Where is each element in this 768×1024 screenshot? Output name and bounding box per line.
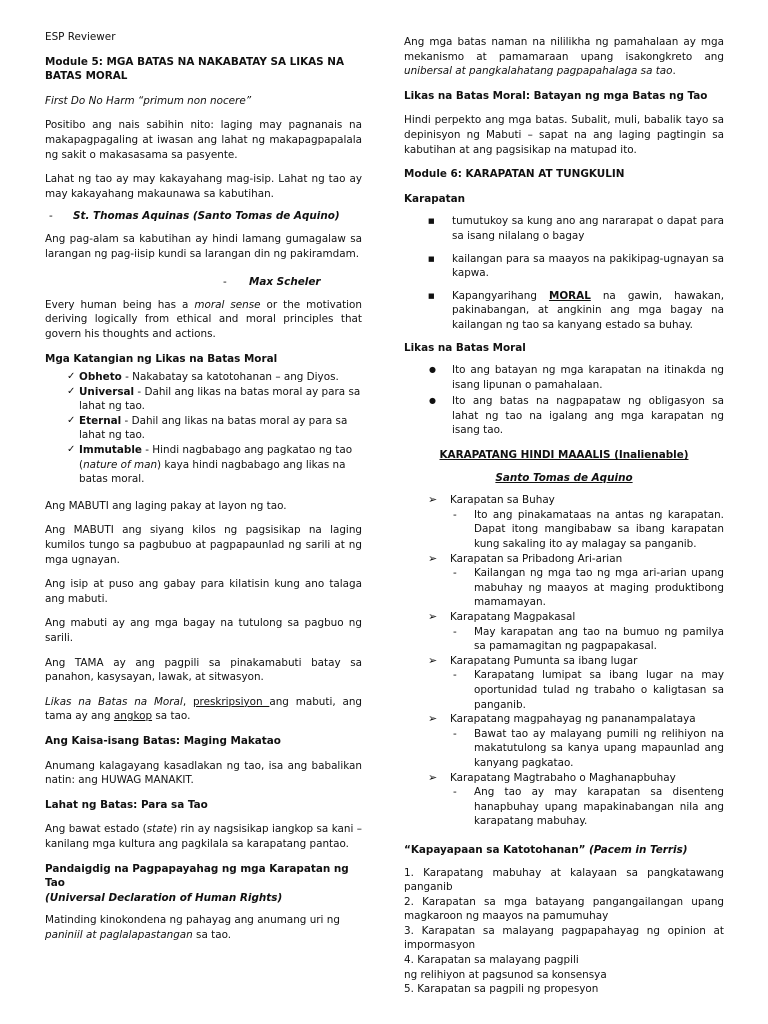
- paragraph-matinding: [45, 913, 362, 942]
- text-run: Ang: [45, 524, 74, 537]
- desc: - Dahil ang likas na batas moral ay para sa lahat ng tao.: [79, 385, 361, 413]
- right-desc: - Karapatang lumipat sa ibang lugar na may oportunidad tulad ng trabaho o kaligtasan sa panganib.: [450, 668, 724, 712]
- paragraph-positibo: Positibo ang nais sabihin nito: laging may pagnanais na makapagpagaling at iwasan ang lahat ng makapagpapalala ng sakit o makasasama sa pasyente.: [45, 119, 362, 161]
- text-run: MABUTI: [73, 524, 114, 537]
- term: Immutable: [79, 444, 142, 457]
- text-run: na gawin, hawakan, pakinabangan, at angkinin ang mga bagay na kailangan ng tao sa kanyang estado sa buhay.: [452, 289, 724, 331]
- katangian-list: [45, 370, 362, 487]
- list-item: 4. Karapatan sa malayang pagpili: [404, 954, 579, 967]
- rights-list: [404, 493, 724, 829]
- text-run: Anumang kalagayang kasadlakan ng tao, isa ang babalikan natin: ang: [45, 759, 362, 787]
- text-run: .: [190, 774, 194, 787]
- para-sa-tao-heading: Lahat ng Batas: Para sa Tao: [45, 798, 208, 811]
- right-item: [404, 610, 724, 654]
- text-run: TAMA: [74, 656, 104, 669]
- list-item: ■ tumutukoy sa kung ano ang nararapat o dapat para sa isang nilalang o bagay: [404, 214, 724, 243]
- list-item: ● Ito ang batayan ng mga karapatan na itinakda ng isang lipunan o pamahalaan.: [404, 363, 724, 392]
- desc: - Hindi nagbabago ang pagkatao ng tao (: [79, 444, 353, 471]
- text-run: unibersal at pangkalahatang pagpapahalaga sa tao: [404, 65, 673, 78]
- right-desc-list: [450, 727, 724, 771]
- likas-list: [404, 363, 724, 438]
- text-run: Ang: [45, 656, 75, 669]
- pacem-list: [404, 866, 724, 997]
- doc-title: ESP Reviewer: [45, 31, 116, 43]
- likas-heading: Likas na Batas Moral: [404, 341, 526, 354]
- right-column: [404, 35, 724, 997]
- right-desc: - May karapatan ang tao na bumuo ng pamilya sa pamamagitan ng pagpapakasal.: [450, 625, 724, 654]
- text-run: ) rin ay nagsisikap iangkop sa kani – kanilang mga kultura ang pagkilala sa karapatang pantao.: [45, 823, 362, 850]
- inalienable-heading: KARAPATANG HINDI MAAALIS (Inalienable): [439, 449, 689, 462]
- right-item: [404, 712, 724, 770]
- right-item: [404, 493, 724, 551]
- paragraph-lahat-ng-tao: Lahat ng tao ay may kakayahang mag-isip. Lahat ng tao ay may kakayahang makaunawa sa kabutihan.: [45, 173, 362, 200]
- text-run: paniniil at paglalapastangan: [45, 928, 193, 941]
- text-run: ang siyang kilos ng pagsisikap na laging kumilos tungo sa pagbubuo at pagpapaunlad ng sarili at ng mga ugnayan.: [45, 524, 362, 566]
- desc: ) kaya hindi nagbabago ang likas na batas moral.: [79, 458, 346, 486]
- paragraph-likas: [45, 695, 362, 724]
- right-desc-list: [450, 785, 724, 829]
- text-run: Ang mga batas naman na nililikha ng pamahalaan ay mga mekanismo at pamamaraan upang isakongkreto ang: [404, 36, 724, 63]
- right-title: Karapatang magpahayag ng pananampalataya: [450, 713, 696, 726]
- list-item: 1. Karapatang mabuhay at kalayaan sa pangkatawang panganib: [404, 866, 724, 894]
- right-desc: - Ito ang pinakamataas na antas ng karapatan. Dapat itong mangibabaw sa ibang karapatan kung sakaling ito ay malagay sa panganib.: [450, 508, 724, 552]
- paragraph-every-human: [45, 298, 362, 342]
- attribution-dash: -: [223, 276, 227, 289]
- pandaigdig-heading: [45, 862, 362, 906]
- list-item: ■ kailangan para sa maayos na pakikipag-ugnayan sa kapwa.: [404, 252, 724, 281]
- pacem-heading: [404, 843, 724, 858]
- paragraph-batas-naman: [404, 35, 724, 79]
- text-run: Ang: [45, 499, 69, 512]
- kaisa-heading: Ang Kaisa-isang Batas: Maging Makatao: [45, 734, 281, 747]
- text-run: sa tao.: [192, 928, 232, 941]
- right-item: [404, 654, 724, 712]
- paragraph-mabuti-1: [45, 499, 362, 514]
- right-title: Karapatan sa Pribadong Ari-arian: [450, 552, 623, 565]
- text-run: Pandaigdig na Pagpapayahag ng mga Karapatan ng Tao: [45, 862, 349, 890]
- attribution-aquinas-text: St. Thomas Aquinas (Santo Tomas de Aquino): [73, 210, 340, 223]
- right-title: Karapatan sa Buhay: [450, 494, 555, 507]
- paragraph-estado: [45, 822, 362, 851]
- attribution-scheler-text: Max Scheler: [249, 276, 321, 289]
- first-do-no-harm: First Do No Harm “primum non nocere”: [45, 94, 252, 107]
- desc: - Dahil ang likas na batas moral ay para sa lahat ng tao.: [79, 414, 348, 442]
- attribution-dash: -: [49, 210, 53, 223]
- right-desc-list: [450, 566, 724, 610]
- module5-heading: Module 5: MGA BATAS NA NAKABATAY SA LIKAS NA BATAS MORAL: [45, 55, 345, 83]
- right-desc-list: [450, 508, 724, 552]
- right-desc: - Kailangan ng mga tao ng mga ari-arian upang mabuhay ng maayos at maging produktibong mamamayan.: [450, 566, 724, 610]
- list-item: ● Ito ang batas na nagpapataw ng obligasyon sa lahat ng tao na igalang ang mga karapatan ng isang tao.: [404, 394, 724, 438]
- right-desc-list: [450, 668, 724, 712]
- text-run: sa tao.: [152, 710, 191, 723]
- moral-sense-term: moral sense: [194, 298, 261, 311]
- moral-term: MORAL: [548, 289, 591, 302]
- paragraph-mabuti-3: Ang mabuti ay ang mga bagay na tutulong sa pagbuo ng sarili.: [45, 617, 362, 644]
- paragraph-mabuti-2: [45, 523, 362, 567]
- text-run: (Pacem in Terris): [585, 843, 688, 856]
- term: Eternal: [79, 414, 122, 427]
- karapatan-list: [404, 214, 724, 332]
- text-run: Matinding kinokondena ng pahayag ang anumang uri ng: [45, 914, 340, 927]
- right-item: [404, 552, 724, 610]
- module6-heading: Module 6: KARAPATAN AT TUNGKULIN: [404, 168, 625, 181]
- desc: - Nakabatay sa katotohanan – ang Diyos.: [121, 371, 339, 384]
- right-desc-list: [450, 625, 724, 654]
- right-item: [404, 771, 724, 829]
- list-item: [45, 370, 362, 385]
- katangian-heading: Mga Katangian ng Likas na Batas Moral: [45, 352, 278, 365]
- right-desc: - Bawat tao ay malayang pumili ng relihiyon na makatutulong sa kanya upang mapaunlad ang kanyang pagkatao.: [450, 727, 724, 771]
- text-run: state: [146, 823, 174, 836]
- right-desc: - Ang tao ay may karapatan sa disenteng hanapbuhay upang mapakinabangan nila ang karapatang mabuhay.: [450, 785, 724, 829]
- list-item: 5. Karapatan sa pagpili ng propesyon: [404, 983, 599, 996]
- santo-tomas-heading: Santo Tomas de Aquino: [495, 471, 633, 484]
- text-run: “Kapayapaan sa Katotohanan”: [404, 843, 586, 856]
- left-column: [45, 30, 362, 951]
- paragraph-isip: Ang isip at puso ang gabay para kilatisin kung ano talaga ang mabuti.: [45, 578, 362, 605]
- list-item: 2. Karapatan sa mga batayang pangangailangan upang magkaroon ng maayos na pamumuhay: [404, 895, 724, 923]
- list-item: [404, 289, 724, 333]
- right-title: Karapatang Pumunta sa ibang lugar: [450, 654, 638, 667]
- list-item: [45, 414, 362, 443]
- text-run: Ang bawat estado (: [45, 823, 147, 836]
- text-run: HUWAG MANAKIT: [101, 774, 191, 787]
- paragraph-anumang: [45, 759, 362, 788]
- list-item: [45, 443, 362, 487]
- list-item: [45, 385, 362, 414]
- text-run: (Universal Declaration of Human Rights): [45, 891, 283, 904]
- right-title: Karapatang Magpakasal: [450, 611, 576, 623]
- text-run: Likas na Batas na Moral: [45, 695, 183, 708]
- attribution-scheler: [45, 275, 362, 290]
- text-run: ang mabuti, ang tama ay ang: [45, 695, 363, 723]
- batayan-heading: Likas na Batas Moral: Batayan ng mga Batas ng Tao: [404, 89, 708, 102]
- text-run: Every human being has a: [45, 298, 195, 311]
- text-run: ang laging pakay at layon ng tao.: [108, 499, 287, 512]
- text-run: ,: [182, 695, 193, 708]
- paragraph-tama: [45, 656, 362, 685]
- attribution-aquinas: [45, 209, 362, 224]
- list-item: 3. Karapatan sa malayang pagpapahayag ng opinion at impormasyon: [404, 924, 724, 952]
- term: Universal: [79, 385, 135, 398]
- term: Obheto: [79, 371, 122, 384]
- karapatan-heading: Karapatan: [404, 192, 466, 205]
- text-run: Kapangyarihang: [452, 289, 549, 302]
- right-title: Karapatang Magtrabaho o Maghanapbuhay: [450, 771, 676, 784]
- paragraph-hindi-perpekto: Hindi perpekto ang mga batas. Subalit, muli, babalik tayo sa depinisyon ng Mabuti – sapat na ang laging pagtingin sa kabutihan at ang pagsisikap na matupad ito.: [404, 114, 724, 156]
- text-run: MABUTI: [68, 499, 109, 512]
- text-run: or the motivation deriving logically from ethical and moral principles that govern his thoughts and actions.: [45, 298, 362, 340]
- paragraph-pagalam: Ang pag-alam sa kabutihan ay hindi lamang gumagalaw sa larangan ng pag-iisip kundi sa larangan din ng pakiramdam.: [45, 232, 362, 260]
- text-run: .: [672, 65, 676, 78]
- list-item: ng relihiyon at pagsunod sa konsensya: [404, 968, 607, 981]
- text-run: ay ang pagpili sa pinakamabuti batay sa panahon, kasysayan, lawak, at sitwasyon.: [45, 656, 363, 684]
- preskripsiyon-term: preskripsiyon: [192, 695, 270, 708]
- desc-italic: nature of man: [83, 458, 158, 471]
- angkop-term: angkop: [113, 710, 153, 723]
